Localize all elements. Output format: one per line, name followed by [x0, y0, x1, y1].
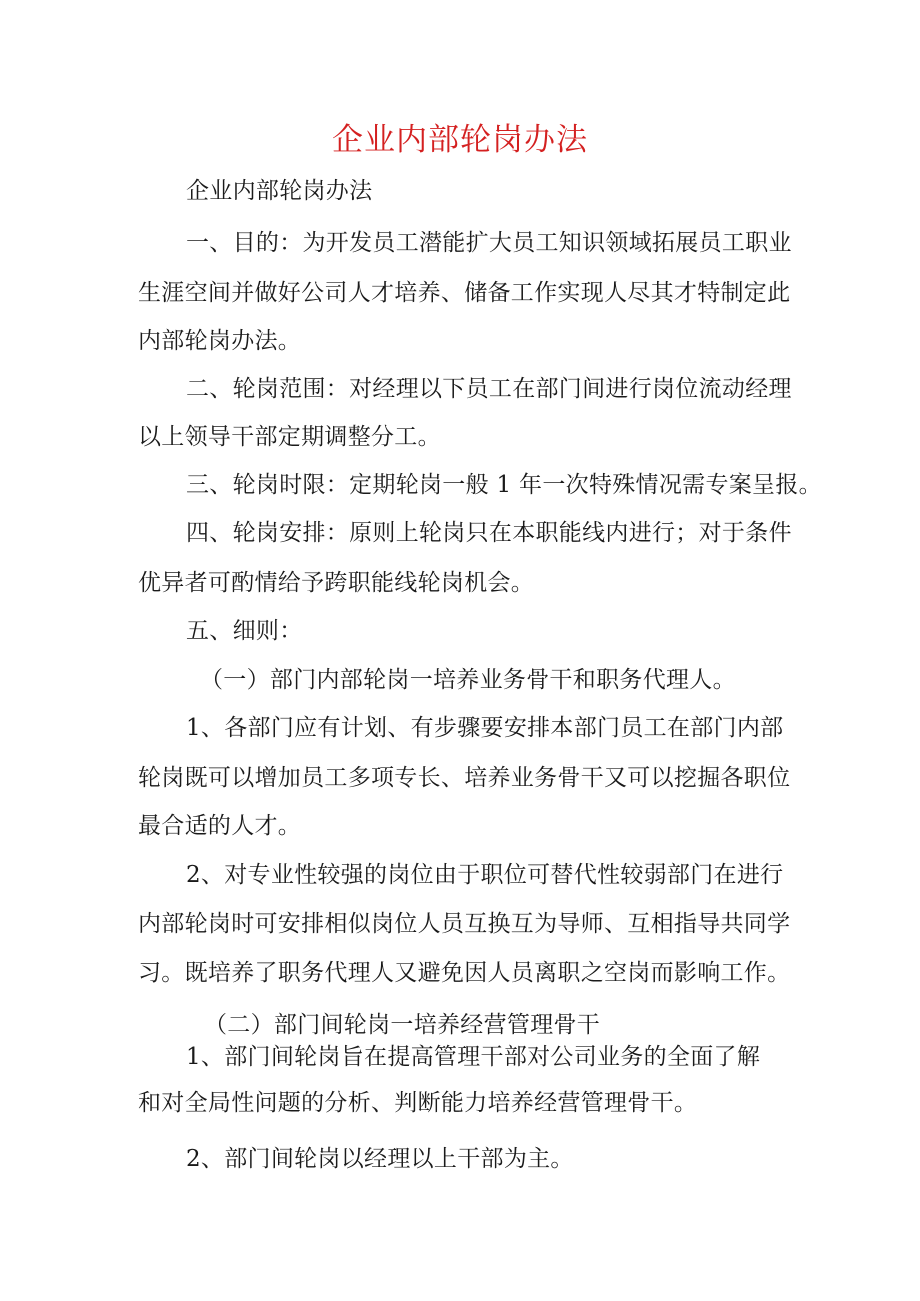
paragraph-line: 2、对专业性较强的岗位由于职位可替代性较弱部门在进行	[186, 862, 784, 888]
paragraph-line: 三、轮岗时限：定期轮岗一般 1 年一次特殊情况需专案呈报。	[186, 472, 822, 498]
paragraph-line: 以上领导干部定期调整分工。	[138, 424, 441, 450]
paragraph-line: 2、部门间轮岗以经理以上干部为主。	[186, 1146, 574, 1172]
paragraph-line: 内部轮岗办法。	[138, 328, 302, 354]
paragraph-line: 和对全局性问题的分析、判断能力培养经营管理骨干。	[138, 1090, 698, 1116]
paragraph-line: 四、轮岗安排：原则上轮岗只在本职能线内进行；对于条件	[186, 520, 792, 546]
paragraph-line: 最合适的人才。	[138, 813, 302, 839]
section-heading: 五、细则：	[186, 618, 303, 644]
subsection-heading: （一）部门内部轮岗一培养业务骨干和职务代理人。	[200, 667, 736, 693]
paragraph-line: 1、各部门应有计划、有步骤要安排本部门员工在部门内部	[186, 715, 784, 741]
document-title: 企业内部轮岗办法	[332, 122, 588, 158]
paragraph-line: 1、部门间轮岗旨在提高管理干部对公司业务的全面了解	[186, 1044, 761, 1070]
subtitle-line: 企业内部轮岗办法	[186, 178, 373, 204]
paragraph-line: 内部轮岗时可安排相似岗位人员互换互为导师、互相指导共同学	[138, 911, 791, 937]
paragraph-line: 习。既培养了职务代理人又避免因人员离职之空岗而影响工作。	[138, 960, 791, 986]
paragraph-line: 一、目的：为开发员工潜能扩大员工知识领域拓展员工职业	[186, 230, 792, 256]
paragraph-line: 生涯空间并做好公司人才培养、储备工作实现人尽其才特制定此	[138, 280, 791, 306]
subsection-heading: （二）部门间轮岗一培养经营管理骨干	[204, 1012, 601, 1038]
paragraph-line: 轮岗既可以增加员工多项专长、培养业务骨干又可以挖掘各职位	[138, 765, 791, 791]
paragraph-line: 优异者可酌情给予跨职能线轮岗机会。	[138, 570, 535, 596]
paragraph-line: 二、轮岗范围：对经理以下员工在部门间进行岗位流动经理	[186, 376, 792, 402]
